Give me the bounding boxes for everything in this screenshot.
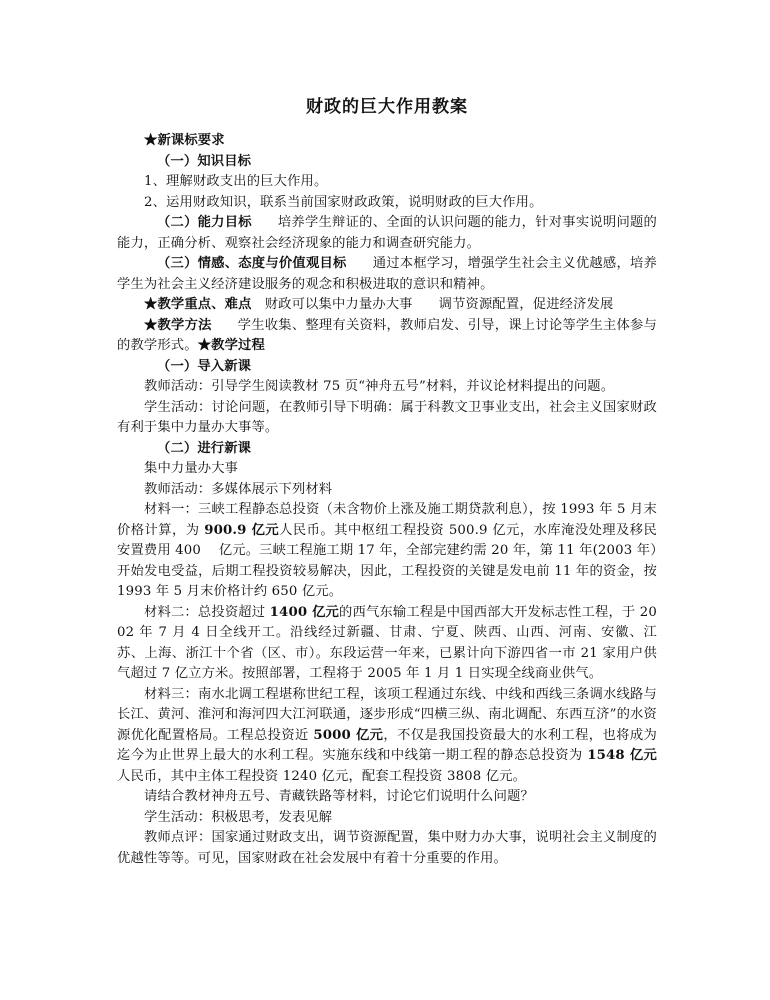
- document-body: [117, 92, 657, 869]
- method-text: 学生收集、整理有关资料，教师启发、引导，课上讨论等学生主体参与的教学形式。: [117, 317, 657, 353]
- emotion-goal-heading: （三）情感、态度与价值观目标: [157, 256, 347, 271]
- ability-goal-text: 培养学生辩证的、全面的认识问题的能力，针对事实说明问题的能力，正确分析、观察社会经济现象的能力和调查研究能力。: [117, 215, 657, 251]
- key-point-1: 财政可以集中力量办大事: [264, 297, 413, 312]
- process-heading: ★教学过程: [197, 338, 265, 353]
- material-2: 材料二：总投资超过 1400 亿元的西气东输工程是中国西部大开发标志性工程，于 2002 年 7 月 4 日全线开工。沿线经过新疆、甘肃、宁夏、陕西、山西、河南、安徽、江苏、上海、浙江十个省（区、市）。东段运营一年来，已累计向下游四省一市 21 家用户供气超过 7 亿立方米。按照部署，工程将于 2005 年 1 月 1 日实现全线商业供气。: [117, 604, 658, 681]
- emotion-goal-text: 通过本框学习，增强学生社会主义优越感，培养学生为社会主义经济建设服务的观念和积极进取的意识和精神。: [117, 256, 657, 292]
- method-heading: ★教学方法: [144, 317, 212, 333]
- discussion-question: 请结合教材神舟五号、青藏铁路等材料，讨论它们说明什么问题？: [144, 789, 534, 804]
- material-3: 材料三：南水北调工程堪称世纪工程，该项工程通过东线、中线和西线三条调水线路与长江、黄河、淮河和海河四大江河联通，逐步形成“四横三纵、南北调配、东西互济”的水资源优化配置格局。工程总投资近 5000 亿元，不仅是我国投资最大的水利工程，也将成为迄今为止世界上最大的水利工程。实施东线和中线第一期工程的静态总投资为 1548 亿元人民币，其中主体工程投资 1240 亿元，配套工程投资 3808 亿元。: [117, 686, 658, 784]
- ability-goal-paragraph: [117, 213, 657, 254]
- method-paragraph: [117, 316, 657, 357]
- material-1: 材料一：三峡工程静态总投资（未含物价上涨及施工期贷款利息），按 1993 年 5 月末价格计算，为 900.9 亿元人民币。其中枢纽工程投资 500.9 亿元，水库淹没处理及移民安置费用 400 亿元。三峡工程施工期 17 年，全部完建约需 20 年，第 11 年(2003 年）开始发电受益，后期工程投资较易解决，因此，工程投资的关键是发电前 11 年的资金，按 1993 年 5 月末价格计约 650 亿元。: [117, 502, 658, 599]
- material-3-amount: 5000 亿元: [313, 727, 384, 743]
- page-title: 财政的巨大作用教案: [306, 97, 468, 117]
- knowledge-item-2: 2、运用财政知识，联系当前国家财政政策，说明财政的巨大作用。: [144, 194, 543, 210]
- material-3-amount-2: 1548 亿元: [587, 748, 657, 763]
- intro-heading: （一）导入新课: [157, 358, 252, 374]
- teacher-show-materials: 教师活动：多媒体展示下列材料: [144, 481, 333, 497]
- material-2-amount: 1400 亿元: [269, 604, 340, 620]
- intro-student-activity: 学生活动：讨论问题，在教师引导下明确：属于科教文卫事业支出，社会主义国家财政有利于集中力量办大事等。: [117, 399, 657, 435]
- key-points-paragraph: [117, 295, 657, 316]
- material-1-amount: 900.9 亿元: [204, 522, 280, 538]
- section-new-requirements: ★新课标要求: [144, 133, 225, 148]
- key-points-heading: ★教学重点、难点: [144, 297, 252, 312]
- section-knowledge-goal: （一）知识目标: [157, 153, 252, 169]
- student-thinking: 学生活动：积极思考，发表见解: [144, 809, 333, 825]
- key-point-2: 调节资源配置，促进经济发展: [438, 297, 614, 312]
- intro-teacher-activity: 教师活动：引导学生阅读教材 75 页“神舟五号”材料，并议论材料提出的问题。: [144, 379, 615, 394]
- ability-goal-heading: （二）能力目标: [157, 215, 252, 230]
- knowledge-item-1: 1、理解财政支出的巨大作用。: [144, 174, 328, 189]
- new-lesson-heading: （二）进行新课: [157, 440, 252, 456]
- teacher-comment: 教师点评：国家通过财政支出，调节资源配置，集中财力办大事，说明社会主义制度的优越性等等。可见，国家财政在社会发展中有着十分重要的作用。: [117, 830, 657, 866]
- concentrate-heading: 集中力量办大事: [144, 461, 239, 476]
- emotion-goal-paragraph: [117, 254, 657, 295]
